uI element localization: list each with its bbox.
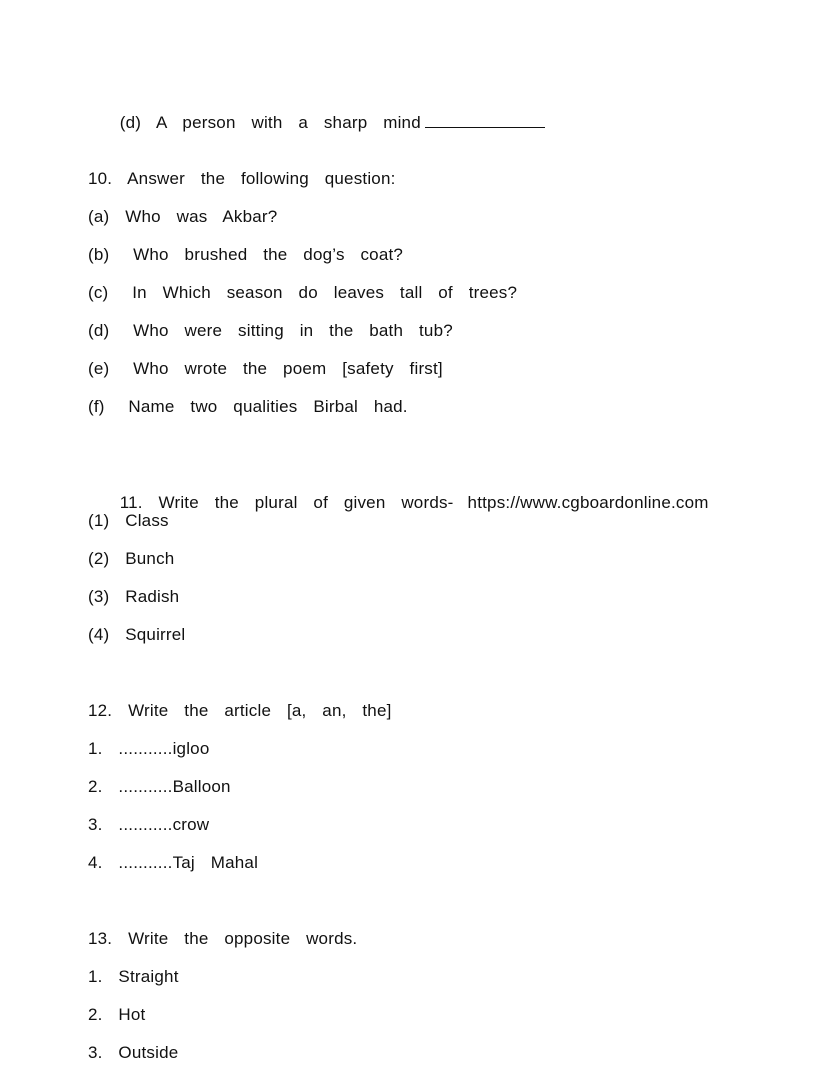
q9-item-d-text: (d) A person with a sharp mind [119,113,421,132]
q10-item-e: (e) Who wrote the poem [safety first] [88,359,443,378]
q13-item-3: 3. Outside [88,1043,179,1062]
q12-item-1: 1. ...........igloo [88,739,210,758]
q12-item-3: 3. ...........crow [88,815,210,834]
answer-blank [425,115,545,128]
q10-item-c: (c) In Which season do leaves tall of trees? [88,283,518,302]
website-link[interactable]: https://www.cgboardonline.com [467,493,709,512]
q11-item-3: (3) Radish [88,587,180,606]
q10-item-d: (d) Who were sitting in the bath tub? [88,321,453,340]
q13-item-2: 2. Hot [88,1005,146,1024]
q11-heading-row [88,473,709,533]
q10-item-b: (b) Who brushed the dog’s coat? [88,245,404,264]
q13-item-1: 1. Straight [88,967,179,986]
q10-item-f: (f) Name two qualities Birbal had. [88,397,408,416]
q9-item-d [88,93,545,153]
q10-heading: 10. Answer the following question: [88,169,396,188]
q11-item-1: (1) Class [88,511,169,530]
q10-item-a: (a) Who was Akbar? [88,207,278,226]
q11-heading: 11. Write the plural of given words- [119,493,454,512]
q12-item-4: 4. ...........Taj Mahal [88,853,259,872]
q11-item-2: (2) Bunch [88,549,175,568]
q11-item-4: (4) Squirrel [88,625,186,644]
q12-heading: 12. Write the article [a, an, the] [88,701,392,720]
q12-item-2: 2. ...........Balloon [88,777,231,796]
q13-heading: 13. Write the opposite words. [88,929,358,948]
